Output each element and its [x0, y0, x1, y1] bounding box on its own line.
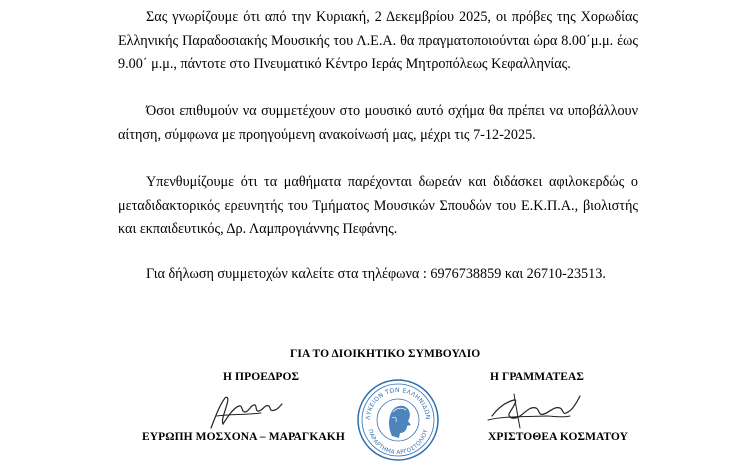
president-name: ΕΥΡΩΠΗ ΜΟΣΧΟΝΑ – ΜΑΡΑΓΚΑΚΗ	[142, 431, 345, 443]
president-signature	[205, 388, 285, 432]
paragraph-application: Όσοι επιθυμούν να συμμετέχουν στο μουσικό αυτό σχήμα θα πρέπει να υποβάλλουν αίτηση, σύμφωνα με προηγούμενη ανακοίνωσή μας, μέχρι τις 7-12-2025.	[118, 103, 638, 143]
paragraph-rehearsals: Σας γνωρίζουμε ότι από την Κυριακή, 2 Δεκεμβρίου 2025, οι πρόβες της Χορωδίας Ελληνικής Παραδοσιακής Μουσικής του Λ.Ε.Α. θα πραγματοποιούνται ώρα 8.00΄μ.μ. έως 9.00΄ μ.μ., πάντοτε στο Πνευματικό Κέντρο Ιεράς Μητροπόλεως Κεφαλληνίας.	[118, 9, 638, 72]
president-title: Η ΠΡΟΕΔΡΟΣ	[223, 371, 300, 383]
svg-text:ΠΑΡΑΡΤΗΜΑ ΑΡΓΟΣΤΟΛΙΟΥ: ΠΑΡΑΡΤΗΜΑ ΑΡΓΟΣΤΟΛΙΟΥ	[366, 428, 430, 457]
organization-seal	[356, 378, 440, 462]
paragraph-lessons: Υπενθυμίζουμε ότι τα μαθήματα παρέχονται δωρεάν και διδάσκει αφιλοκερδώς ο μεταδιδακτορικός ερευνητής του Τμήματος Μουσικών Σπουδών του Ε.Κ.Π.Α., βιολιστής και εκπαιδευτικός, Δρ. Λαμπρογιάννης Πεφάνης.	[118, 174, 638, 237]
board-heading: ΓΙΑ ΤΟ ΔΙΟΙΚΗΤΙΚΟ ΣΥΜΒΟΥΛΙΟ	[290, 348, 481, 360]
paragraph-contact: Για δήλωση συμμετοχών καλείτε στα τηλέφωνα : 6976738859 και 26710-23513.	[146, 266, 606, 282]
secretary-title: Η ΓΡΑΜΜΑΤΕΑΣ	[490, 371, 585, 383]
seal-graphic	[356, 378, 440, 462]
secretary-signature	[484, 386, 584, 432]
svg-text:ΛΥΚΕΙΟΝ ΤΩΝ ΕΛΛΗΝΙΔΩΝ: ΛΥΚΕΙΟΝ ΤΩΝ ΕΛΛΗΝΙΔΩΝ	[364, 386, 432, 421]
secretary-name: ΧΡΙΣΤΟΘΕΑ ΚΟΣΜΑΤΟΥ	[488, 431, 629, 443]
